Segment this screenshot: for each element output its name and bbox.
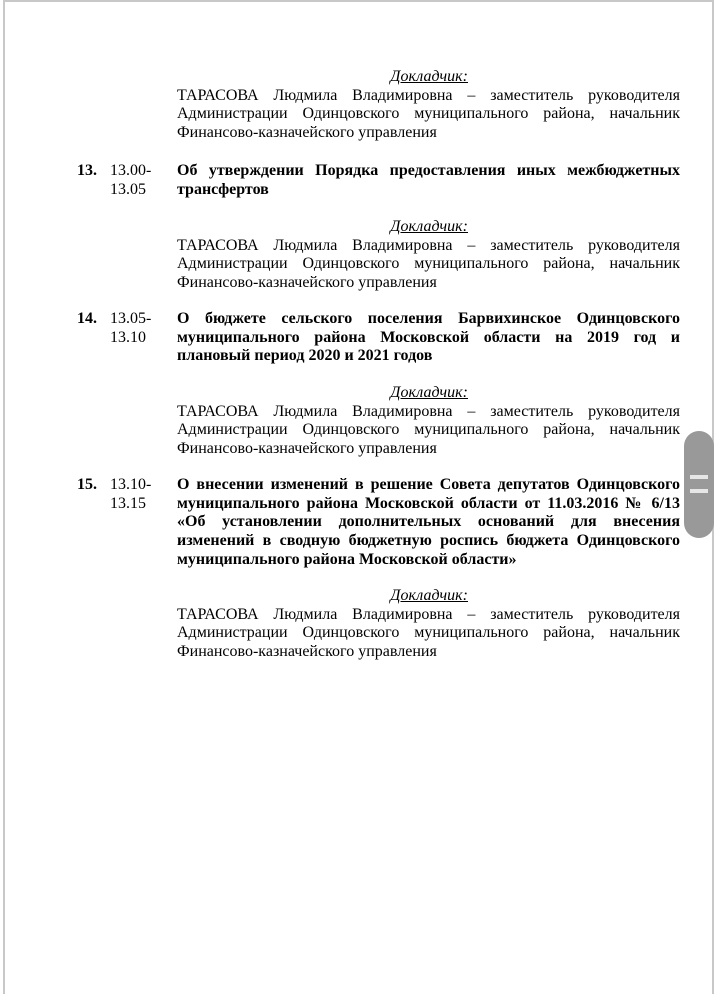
item-title: О внесении изменений в решение Совета депутатов Одинцовского муниципального района Московской области от 11.03.2016 № 6/13 «Об установлении дополнительных оснований для внесения изменений в сводную бюджетную роспись бюджета Одинцовского муниципального района Московской области» (177, 476, 680, 568)
item-title: Об утверждении Порядка предоставления иных межбюджетных трансфертов (177, 162, 680, 198)
item-time (110, 476, 160, 513)
time-end: 13.10 (110, 328, 146, 346)
time-end: 13.05 (110, 180, 146, 198)
speaker-label: Докладчик: (390, 384, 468, 401)
time-start: 13.10- (110, 476, 152, 493)
item-title: О бюджете сельского поселения Барвихинское Одинцовского муниципального района Московской области на 2019 год и плановый период 2020 и 2021 годов (177, 310, 680, 365)
speaker-block (177, 384, 680, 459)
speaker-text: ТАРАСОВА Людмила Владимировна – заместитель руководителя Администрации Одинцовского муниципального района, начальник Финансово-казначейского управления (177, 605, 680, 661)
speaker-label: Докладчик: (390, 218, 468, 235)
speaker-label: Докладчик: (390, 587, 468, 604)
speaker-block (177, 218, 680, 293)
item-number: 14. (77, 310, 97, 327)
document-page (3, 0, 714, 994)
speaker-text: ТАРАСОВА Людмила Владимировна – заместитель руководителя Администрации Одинцовского муниципального района, начальник Финансово-казначейского управления (177, 86, 680, 142)
time-end: 13.15 (110, 494, 146, 512)
speaker-block (177, 587, 680, 662)
grip-line-icon (690, 475, 708, 479)
item-time (110, 162, 160, 199)
speaker-text: ТАРАСОВА Людмила Владимировна – заместитель руководителя Администрации Одинцовского муниципального района, начальник Финансово-казначейского управления (177, 236, 680, 292)
time-start: 13.00- (110, 162, 152, 179)
scroll-handle[interactable] (684, 431, 714, 538)
item-time (110, 310, 160, 347)
speaker-label: Докладчик: (390, 68, 468, 85)
time-start: 13.05- (110, 310, 152, 327)
item-number: 15. (77, 476, 97, 493)
grip-line-icon (690, 489, 708, 493)
speaker-text: ТАРАСОВА Людмила Владимировна – заместитель руководителя Администрации Одинцовского муниципального района, начальник Финансово-казначейского управления (177, 402, 680, 458)
item-number: 13. (77, 162, 97, 179)
speaker-block (177, 68, 680, 143)
